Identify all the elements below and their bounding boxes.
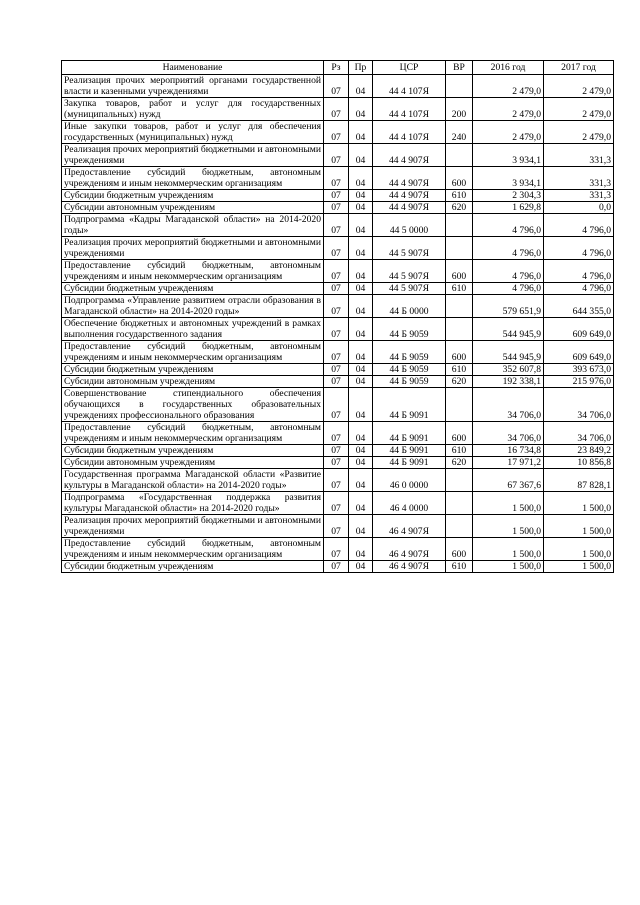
- cell-vr: [446, 144, 473, 167]
- cell-csr: 44 Б 0000: [373, 295, 446, 318]
- cell-2016: 34 706,0: [473, 422, 544, 445]
- cell-rz: 07: [324, 538, 349, 561]
- cell-rz: 07: [324, 492, 349, 515]
- header-2017: 2017 год: [544, 61, 614, 75]
- cell-2016: 544 945,9: [473, 341, 544, 364]
- cell-2016: 16 734,8: [473, 445, 544, 457]
- cell-name: Субсидии автономным учреждениям: [62, 457, 324, 469]
- cell-vr: [446, 237, 473, 260]
- cell-pr: 04: [349, 318, 373, 341]
- cell-csr: 46 4 0000: [373, 492, 446, 515]
- cell-rz: 07: [324, 237, 349, 260]
- cell-rz: 07: [324, 283, 349, 295]
- cell-csr: 44 Б 9059: [373, 318, 446, 341]
- cell-2017: 2 479,0: [544, 75, 614, 98]
- cell-2017: 4 796,0: [544, 260, 614, 283]
- cell-csr: 46 4 907Я: [373, 561, 446, 573]
- cell-2016: 2 479,0: [473, 75, 544, 98]
- cell-rz: 07: [324, 469, 349, 492]
- cell-pr: 04: [349, 492, 373, 515]
- cell-rz: 07: [324, 190, 349, 202]
- cell-csr: 44 4 907Я: [373, 202, 446, 214]
- cell-2016: 1 500,0: [473, 492, 544, 515]
- cell-2016: 4 796,0: [473, 214, 544, 237]
- cell-rz: 07: [324, 121, 349, 144]
- cell-rz: 07: [324, 422, 349, 445]
- cell-name: Подпрограмма «Кадры Магаданской области» на 2014-2020 годы»: [62, 214, 324, 237]
- cell-pr: 04: [349, 121, 373, 144]
- cell-name: Подпрограмма «Государственная поддержка развития культуры Магаданской области» на 2014-2020 годы»: [62, 492, 324, 515]
- cell-name: Предоставление субсидий бюджетным, автономным учреждениям и иным некоммерческим организациям: [62, 167, 324, 190]
- header-rz: Рз: [324, 61, 349, 75]
- cell-vr: [446, 75, 473, 98]
- cell-pr: 04: [349, 214, 373, 237]
- cell-rz: 07: [324, 388, 349, 422]
- table-row: [62, 202, 614, 214]
- cell-2016: 579 651,9: [473, 295, 544, 318]
- cell-2016: 2 479,0: [473, 98, 544, 121]
- table-row: [62, 376, 614, 388]
- cell-2017: 1 500,0: [544, 561, 614, 573]
- cell-rz: 07: [324, 445, 349, 457]
- cell-csr: 46 4 907Я: [373, 515, 446, 538]
- cell-rz: 07: [324, 457, 349, 469]
- cell-vr: 600: [446, 167, 473, 190]
- cell-csr: 44 Б 9091: [373, 445, 446, 457]
- cell-name: Обеспечение бюджетных и автономных учреждений в рамках выполнения государственного задания: [62, 318, 324, 341]
- cell-vr: 610: [446, 283, 473, 295]
- cell-name: Предоставление субсидий бюджетным, автономным учреждениям и иным некоммерческим организациям: [62, 260, 324, 283]
- cell-rz: 07: [324, 376, 349, 388]
- cell-2017: 0,0: [544, 202, 614, 214]
- cell-vr: 610: [446, 561, 473, 573]
- table-row: [62, 318, 614, 341]
- table-row: [62, 445, 614, 457]
- cell-pr: 04: [349, 283, 373, 295]
- cell-rz: 07: [324, 364, 349, 376]
- cell-name: Субсидии бюджетным учреждениям: [62, 364, 324, 376]
- cell-2017: 331,3: [544, 190, 614, 202]
- cell-name: Субсидии бюджетным учреждениям: [62, 283, 324, 295]
- cell-2016: 3 934,1: [473, 144, 544, 167]
- cell-csr: 44 Б 9059: [373, 341, 446, 364]
- cell-name: Субсидии бюджетным учреждениям: [62, 561, 324, 573]
- table-row: [62, 422, 614, 445]
- cell-2017: 2 479,0: [544, 98, 614, 121]
- cell-name: Субсидии бюджетным учреждениям: [62, 190, 324, 202]
- cell-2016: 352 607,8: [473, 364, 544, 376]
- cell-2016: 4 796,0: [473, 283, 544, 295]
- cell-pr: 04: [349, 260, 373, 283]
- cell-2017: 331,3: [544, 167, 614, 190]
- cell-2017: 34 706,0: [544, 388, 614, 422]
- cell-csr: 44 5 0000: [373, 214, 446, 237]
- cell-pr: 04: [349, 237, 373, 260]
- cell-vr: 610: [446, 364, 473, 376]
- cell-pr: 04: [349, 144, 373, 167]
- cell-vr: [446, 295, 473, 318]
- cell-2017: 1 500,0: [544, 492, 614, 515]
- cell-pr: 04: [349, 538, 373, 561]
- cell-name: Закупка товаров, работ и услуг для государственных (муниципальных) нужд: [62, 98, 324, 121]
- cell-2016: 1 500,0: [473, 561, 544, 573]
- cell-2016: 4 796,0: [473, 260, 544, 283]
- cell-name: Предоставление субсидий бюджетным, автономным учреждениям и иным некоммерческим организациям: [62, 422, 324, 445]
- cell-2016: 544 945,9: [473, 318, 544, 341]
- header-csr: ЦСР: [373, 61, 446, 75]
- cell-rz: 07: [324, 75, 349, 98]
- cell-2017: 23 849,2: [544, 445, 614, 457]
- table-row: [62, 237, 614, 260]
- cell-csr: 44 Б 9091: [373, 388, 446, 422]
- cell-csr: 44 4 907Я: [373, 167, 446, 190]
- cell-csr: 44 Б 9091: [373, 457, 446, 469]
- cell-name: Реализация прочих мероприятий бюджетными и автономными учреждениями: [62, 237, 324, 260]
- cell-vr: [446, 318, 473, 341]
- cell-rz: 07: [324, 515, 349, 538]
- cell-vr: 610: [446, 445, 473, 457]
- cell-vr: [446, 214, 473, 237]
- table-row: [62, 364, 614, 376]
- cell-pr: 04: [349, 445, 373, 457]
- cell-2017: 1 500,0: [544, 538, 614, 561]
- cell-rz: 07: [324, 214, 349, 237]
- table-row: [62, 144, 614, 167]
- cell-name: Совершенствование стипендиального обеспечения обучающихся в государственных образовательных учреждениях профессионального образования: [62, 388, 324, 422]
- table-body: [62, 75, 614, 573]
- cell-name: Субсидии автономным учреждениям: [62, 202, 324, 214]
- cell-csr: 44 5 907Я: [373, 260, 446, 283]
- cell-pr: 04: [349, 167, 373, 190]
- cell-pr: 04: [349, 422, 373, 445]
- table-row: [62, 260, 614, 283]
- cell-2017: 4 796,0: [544, 237, 614, 260]
- cell-name: Предоставление субсидий бюджетным, автономным учреждениям и иным некоммерческим организациям: [62, 341, 324, 364]
- header-2016: 2016 год: [473, 61, 544, 75]
- table-row: [62, 121, 614, 144]
- cell-rz: 07: [324, 202, 349, 214]
- cell-pr: 04: [349, 388, 373, 422]
- cell-name: Государственная программа Магаданской области «Развитие культуры в Магаданской области» на 2014-2020 годы»: [62, 469, 324, 492]
- table-header-row: [62, 61, 614, 75]
- cell-rz: 07: [324, 98, 349, 121]
- cell-rz: 07: [324, 144, 349, 167]
- cell-2016: 17 971,2: [473, 457, 544, 469]
- cell-2017: 215 976,0: [544, 376, 614, 388]
- cell-vr: 600: [446, 341, 473, 364]
- cell-2017: 331,3: [544, 144, 614, 167]
- cell-pr: 04: [349, 75, 373, 98]
- cell-pr: 04: [349, 364, 373, 376]
- cell-2017: 1 500,0: [544, 515, 614, 538]
- cell-rz: 07: [324, 295, 349, 318]
- table-row: [62, 295, 614, 318]
- cell-2016: 1 629,8: [473, 202, 544, 214]
- cell-vr: 600: [446, 260, 473, 283]
- cell-vr: [446, 515, 473, 538]
- table-row: [62, 167, 614, 190]
- cell-pr: 04: [349, 469, 373, 492]
- cell-name: Реализация прочих мероприятий бюджетными и автономными учреждениями: [62, 144, 324, 167]
- cell-2017: 2 479,0: [544, 121, 614, 144]
- cell-vr: 620: [446, 457, 473, 469]
- cell-vr: 620: [446, 202, 473, 214]
- cell-csr: 44 Б 9091: [373, 422, 446, 445]
- budget-table: [61, 60, 614, 573]
- cell-2016: 1 500,0: [473, 538, 544, 561]
- cell-csr: 44 5 907Я: [373, 237, 446, 260]
- cell-csr: 46 0 0000: [373, 469, 446, 492]
- cell-rz: 07: [324, 341, 349, 364]
- cell-vr: 610: [446, 190, 473, 202]
- cell-2016: 2 304,3: [473, 190, 544, 202]
- cell-rz: 07: [324, 260, 349, 283]
- table-row: [62, 341, 614, 364]
- cell-pr: 04: [349, 98, 373, 121]
- cell-2016: 2 479,0: [473, 121, 544, 144]
- cell-csr: 44 4 107Я: [373, 75, 446, 98]
- cell-2017: 393 673,0: [544, 364, 614, 376]
- cell-csr: 44 5 907Я: [373, 283, 446, 295]
- table-row: [62, 75, 614, 98]
- cell-2016: 67 367,6: [473, 469, 544, 492]
- table-row: [62, 515, 614, 538]
- cell-pr: 04: [349, 457, 373, 469]
- table-row: [62, 457, 614, 469]
- header-pr: Пр: [349, 61, 373, 75]
- cell-pr: 04: [349, 561, 373, 573]
- cell-rz: 07: [324, 167, 349, 190]
- cell-vr: 600: [446, 422, 473, 445]
- cell-csr: 44 Б 9059: [373, 376, 446, 388]
- cell-csr: 44 4 107Я: [373, 98, 446, 121]
- cell-2017: 609 649,0: [544, 341, 614, 364]
- cell-2017: 4 796,0: [544, 283, 614, 295]
- cell-name: Субсидии автономным учреждениям: [62, 376, 324, 388]
- cell-2017: 644 355,0: [544, 295, 614, 318]
- cell-pr: 04: [349, 202, 373, 214]
- cell-name: Подпрограмма «Управление развитием отрасли образования в Магаданской области» на 2014-2020 годы»: [62, 295, 324, 318]
- cell-rz: 07: [324, 318, 349, 341]
- cell-2017: 609 649,0: [544, 318, 614, 341]
- cell-rz: 07: [324, 561, 349, 573]
- cell-name: Предоставление субсидий бюджетным, автономным учреждениям и иным некоммерческим организациям: [62, 538, 324, 561]
- table-row: [62, 538, 614, 561]
- table-row: [62, 388, 614, 422]
- cell-2016: 3 934,1: [473, 167, 544, 190]
- cell-pr: 04: [349, 190, 373, 202]
- cell-pr: 04: [349, 376, 373, 388]
- cell-csr: 44 4 907Я: [373, 190, 446, 202]
- cell-vr: [446, 388, 473, 422]
- cell-vr: 620: [446, 376, 473, 388]
- cell-name: Иные закупки товаров, работ и услуг для обеспечения государственных (муниципальных) нужд: [62, 121, 324, 144]
- table-row: [62, 214, 614, 237]
- cell-vr: 200: [446, 98, 473, 121]
- cell-2017: 87 828,1: [544, 469, 614, 492]
- cell-pr: 04: [349, 341, 373, 364]
- cell-pr: 04: [349, 515, 373, 538]
- cell-2017: 34 706,0: [544, 422, 614, 445]
- cell-2016: 192 338,1: [473, 376, 544, 388]
- table-row: [62, 561, 614, 573]
- cell-csr: 44 Б 9059: [373, 364, 446, 376]
- cell-pr: 04: [349, 295, 373, 318]
- cell-vr: [446, 469, 473, 492]
- cell-2016: 1 500,0: [473, 515, 544, 538]
- cell-2017: 4 796,0: [544, 214, 614, 237]
- header-vr: ВР: [446, 61, 473, 75]
- cell-2017: 10 856,8: [544, 457, 614, 469]
- header-name: Наименование: [62, 61, 324, 75]
- cell-csr: 44 4 107Я: [373, 121, 446, 144]
- table-row: [62, 492, 614, 515]
- cell-2016: 34 706,0: [473, 388, 544, 422]
- cell-vr: [446, 492, 473, 515]
- cell-csr: 46 4 907Я: [373, 538, 446, 561]
- cell-vr: 240: [446, 121, 473, 144]
- table-row: [62, 98, 614, 121]
- cell-2016: 4 796,0: [473, 237, 544, 260]
- cell-csr: 44 4 907Я: [373, 144, 446, 167]
- table-row: [62, 190, 614, 202]
- cell-name: Реализация прочих мероприятий бюджетными и автономными учреждениями: [62, 515, 324, 538]
- table-row: [62, 469, 614, 492]
- cell-vr: 600: [446, 538, 473, 561]
- cell-name: Субсидии бюджетным учреждениям: [62, 445, 324, 457]
- table-row: [62, 283, 614, 295]
- cell-name: Реализация прочих мероприятий органами государственной власти и казенными учреждениями: [62, 75, 324, 98]
